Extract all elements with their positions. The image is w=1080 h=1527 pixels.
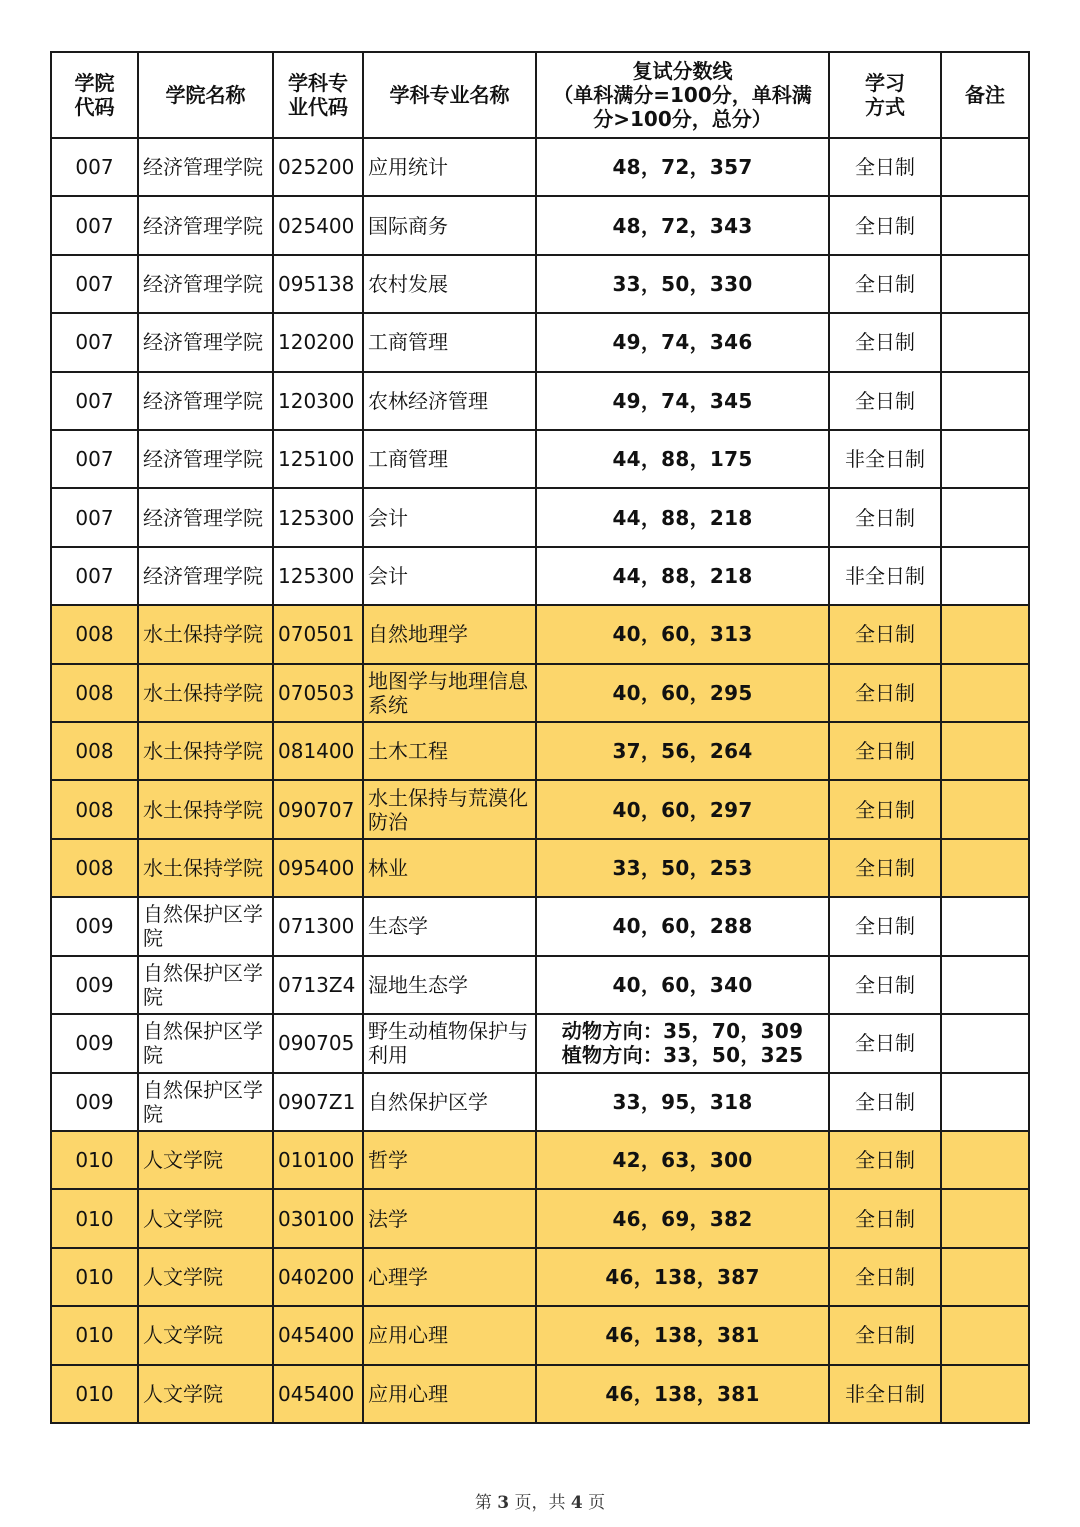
major-code-cell: 081400: [273, 722, 363, 780]
score-value: 46，69，382: [612, 1206, 753, 1231]
score-value: 37，56，264: [612, 739, 753, 764]
note-cell: [941, 1073, 1029, 1131]
college-code-cell: 007: [51, 255, 138, 313]
score-line-cell: [536, 897, 829, 955]
college-name-cell: 水土保持学院: [138, 780, 273, 838]
table-row: [51, 605, 1029, 663]
college-name-cell: 经济管理学院: [138, 313, 273, 371]
score-line-cell: [536, 839, 829, 897]
study-mode-cell: 全日制: [829, 780, 941, 838]
college-name-cell: 自然保护区学院: [138, 897, 273, 955]
college-name-cell: 人文学院: [138, 1306, 273, 1364]
major-name-cell: 心理学: [363, 1248, 536, 1306]
college-name-cell: 水土保持学院: [138, 839, 273, 897]
study-mode-cell: 非全日制: [829, 430, 941, 488]
college-code-cell: 007: [51, 430, 138, 488]
score-line-cell: [536, 722, 829, 780]
score-line-cell: [536, 605, 829, 663]
major-name-cell: 湿地生态学: [363, 956, 536, 1014]
major-code-cell: 071300: [273, 897, 363, 955]
major-name-cell: 农林经济管理: [363, 372, 536, 430]
college-name-cell: 人文学院: [138, 1131, 273, 1189]
study-mode-cell: 全日制: [829, 1131, 941, 1189]
table-row: [51, 255, 1029, 313]
score-value: 48，72，357: [612, 155, 753, 180]
table-row: [51, 547, 1029, 605]
score-line-cell: [536, 956, 829, 1014]
table-row: [51, 313, 1029, 371]
score-value: 44，88，218: [612, 505, 753, 530]
table-row: [51, 488, 1029, 546]
note-cell: [941, 722, 1029, 780]
note-cell: [941, 547, 1029, 605]
study-mode-cell: 全日制: [829, 897, 941, 955]
major-name-cell: 应用心理: [363, 1365, 536, 1423]
note-cell: [941, 313, 1029, 371]
score-value: 33，50，253: [612, 856, 753, 881]
major-code-cell: 010100: [273, 1131, 363, 1189]
major-name-cell: 应用统计: [363, 138, 536, 196]
major-name-cell: 应用心理: [363, 1306, 536, 1364]
study-mode-cell: 全日制: [829, 1073, 941, 1131]
college-code-cell: 008: [51, 780, 138, 838]
major-code-cell: 025200: [273, 138, 363, 196]
note-cell: [941, 1365, 1029, 1423]
college-code-cell: 007: [51, 372, 138, 430]
score-line-cell: [536, 138, 829, 196]
college-code-cell: 010: [51, 1306, 138, 1364]
score-value: 48，72，343: [612, 213, 753, 238]
major-code-cell: 090707: [273, 780, 363, 838]
college-code-cell: 009: [51, 1014, 138, 1072]
table-row: [51, 138, 1029, 196]
major-code-cell: 125100: [273, 430, 363, 488]
major-name-cell: 林业: [363, 839, 536, 897]
score-value: 40，60，295: [612, 680, 753, 705]
table-row: [51, 1131, 1029, 1189]
study-mode-cell: 全日制: [829, 372, 941, 430]
major-code-cell: 070501: [273, 605, 363, 663]
note-cell: [941, 1131, 1029, 1189]
major-code-cell: 095138: [273, 255, 363, 313]
study-mode-cell: 全日制: [829, 839, 941, 897]
major-code-cell: 0907Z1: [273, 1073, 363, 1131]
study-mode-cell: 全日制: [829, 664, 941, 722]
college-name-cell: 水土保持学院: [138, 722, 273, 780]
study-mode-cell: 全日制: [829, 138, 941, 196]
study-mode-cell: 全日制: [829, 605, 941, 663]
score-value: 40，60，313: [612, 622, 753, 647]
score-line-cell: [536, 1189, 829, 1247]
major-code-cell: 0713Z4: [273, 956, 363, 1014]
note-cell: [941, 839, 1029, 897]
college-name-cell: 自然保护区学院: [138, 1073, 273, 1131]
score-value: 40，60，297: [612, 797, 753, 822]
table-row: [51, 956, 1029, 1014]
college-code-cell: 010: [51, 1248, 138, 1306]
score-line-cell: [536, 1073, 829, 1131]
header-study-mode: 学习 方式: [829, 52, 941, 138]
header-college-name: 学院名称: [138, 52, 273, 138]
college-code-cell: 007: [51, 313, 138, 371]
score-value: 46，138，387: [605, 1264, 760, 1289]
major-name-cell: 土木工程: [363, 722, 536, 780]
study-mode-cell: 全日制: [829, 196, 941, 254]
score-value: 44，88，175: [612, 447, 753, 472]
note-cell: [941, 897, 1029, 955]
table-body: [51, 138, 1029, 1423]
college-code-cell: 010: [51, 1189, 138, 1247]
note-cell: [941, 372, 1029, 430]
table-row: [51, 664, 1029, 722]
major-name-cell: 农村发展: [363, 255, 536, 313]
table-row: [51, 1248, 1029, 1306]
study-mode-cell: 全日制: [829, 488, 941, 546]
score-line-cell: [536, 1365, 829, 1423]
college-name-cell: 人文学院: [138, 1189, 273, 1247]
major-name-cell: 工商管理: [363, 430, 536, 488]
table-row: [51, 722, 1029, 780]
header-score-line: 复试分数线 （单科满分=100分，单科满 分>100分，总分）: [536, 52, 829, 138]
note-cell: [941, 664, 1029, 722]
college-code-cell: 007: [51, 488, 138, 546]
major-code-cell: 045400: [273, 1306, 363, 1364]
college-code-cell: 008: [51, 605, 138, 663]
score-value: 46，138，381: [605, 1381, 760, 1406]
score-value: 49，74，346: [612, 330, 753, 355]
college-code-cell: 008: [51, 839, 138, 897]
major-name-cell: 地图学与地理信息系统: [363, 664, 536, 722]
table-header-row: [51, 52, 1029, 138]
college-name-cell: 经济管理学院: [138, 488, 273, 546]
score-line-cell: [536, 1248, 829, 1306]
major-code-cell: 095400: [273, 839, 363, 897]
header-note: 备注: [941, 52, 1029, 138]
table-row: [51, 780, 1029, 838]
college-code-cell: 009: [51, 956, 138, 1014]
college-code-cell: 007: [51, 196, 138, 254]
header-major-name: 学科专业名称: [363, 52, 536, 138]
score-value: 40，60，340: [612, 972, 753, 997]
college-name-cell: 经济管理学院: [138, 547, 273, 605]
college-code-cell: 007: [51, 138, 138, 196]
college-code-cell: 009: [51, 1073, 138, 1131]
score-line-cell: [536, 1306, 829, 1364]
college-code-cell: 010: [51, 1365, 138, 1423]
page-footer: [0, 1488, 1080, 1513]
college-name-cell: 经济管理学院: [138, 255, 273, 313]
cutoff-score-table: [50, 51, 1030, 1424]
college-name-cell: 经济管理学院: [138, 430, 273, 488]
score-value: 46，138，381: [605, 1323, 760, 1348]
note-cell: [941, 956, 1029, 1014]
note-cell: [941, 780, 1029, 838]
score-line-cell: [536, 664, 829, 722]
table-row: [51, 1365, 1029, 1423]
footer-page-number: 3: [497, 1493, 510, 1513]
footer-middle: 页，共: [509, 1493, 571, 1513]
major-name-cell: 会计: [363, 488, 536, 546]
table-row: [51, 897, 1029, 955]
major-code-cell: 040200: [273, 1248, 363, 1306]
footer-total-pages: 4: [570, 1493, 583, 1513]
table-row: [51, 1306, 1029, 1364]
major-code-cell: 125300: [273, 488, 363, 546]
score-value: 33，50，330: [612, 272, 753, 297]
note-cell: [941, 1306, 1029, 1364]
table-row: [51, 372, 1029, 430]
table-row: [51, 1014, 1029, 1072]
study-mode-cell: 非全日制: [829, 1365, 941, 1423]
study-mode-cell: 全日制: [829, 255, 941, 313]
footer-suffix: 页: [582, 1493, 606, 1513]
major-name-cell: 自然地理学: [363, 605, 536, 663]
college-code-cell: 007: [51, 547, 138, 605]
score-line-cell: [536, 488, 829, 546]
major-name-cell: 哲学: [363, 1131, 536, 1189]
college-code-cell: 009: [51, 897, 138, 955]
major-code-cell: 120200: [273, 313, 363, 371]
table-row: [51, 1189, 1029, 1247]
major-code-cell: 125300: [273, 547, 363, 605]
major-code-cell: 120300: [273, 372, 363, 430]
college-name-cell: 人文学院: [138, 1365, 273, 1423]
score-line-cell: [536, 430, 829, 488]
note-cell: [941, 196, 1029, 254]
header-college-code: 学院 代码: [51, 52, 138, 138]
college-code-cell: 008: [51, 664, 138, 722]
note-cell: [941, 138, 1029, 196]
score-line-cell: [536, 255, 829, 313]
college-name-cell: 水土保持学院: [138, 605, 273, 663]
footer-prefix: 第: [474, 1493, 498, 1513]
study-mode-cell: 全日制: [829, 1189, 941, 1247]
table-row: [51, 430, 1029, 488]
study-mode-cell: 全日制: [829, 722, 941, 780]
score-value: 40，60，288: [612, 914, 753, 939]
major-code-cell: 070503: [273, 664, 363, 722]
study-mode-cell: 全日制: [829, 956, 941, 1014]
study-mode-cell: 全日制: [829, 313, 941, 371]
note-cell: [941, 1014, 1029, 1072]
college-name-cell: 经济管理学院: [138, 372, 273, 430]
score-value: 42，63，300: [612, 1148, 753, 1173]
major-name-cell: 法学: [363, 1189, 536, 1247]
college-name-cell: 人文学院: [138, 1248, 273, 1306]
study-mode-cell: 非全日制: [829, 547, 941, 605]
major-code-cell: 025400: [273, 196, 363, 254]
college-name-cell: 自然保护区学院: [138, 956, 273, 1014]
score-value: 49，74，345: [612, 388, 753, 413]
score-line-cell: [536, 1131, 829, 1189]
note-cell: [941, 430, 1029, 488]
score-line-cell: [536, 1014, 829, 1072]
major-code-cell: 090705: [273, 1014, 363, 1072]
header-major-code: 学科专 业代码: [273, 52, 363, 138]
note-cell: [941, 605, 1029, 663]
major-name-cell: 生态学: [363, 897, 536, 955]
college-code-cell: 008: [51, 722, 138, 780]
college-code-cell: 010: [51, 1131, 138, 1189]
major-code-cell: 045400: [273, 1365, 363, 1423]
major-name-cell: 水土保持与荒漠化防治: [363, 780, 536, 838]
score-value: 33，95，318: [612, 1089, 753, 1114]
study-mode-cell: 全日制: [829, 1248, 941, 1306]
score-value: 植物方向：33，50，325: [561, 1043, 804, 1068]
table-row: [51, 1073, 1029, 1131]
score-value: 44，88，218: [612, 564, 753, 589]
score-line-cell: [536, 547, 829, 605]
score-line-cell: [536, 313, 829, 371]
score-line-cell: [536, 196, 829, 254]
note-cell: [941, 488, 1029, 546]
study-mode-cell: 全日制: [829, 1014, 941, 1072]
major-name-cell: 国际商务: [363, 196, 536, 254]
college-name-cell: 水土保持学院: [138, 664, 273, 722]
college-name-cell: 经济管理学院: [138, 196, 273, 254]
major-code-cell: 030100: [273, 1189, 363, 1247]
score-line-cell: [536, 780, 829, 838]
note-cell: [941, 1248, 1029, 1306]
note-cell: [941, 1189, 1029, 1247]
major-name-cell: 野生动植物保护与利用: [363, 1014, 536, 1072]
table-row: [51, 196, 1029, 254]
major-name-cell: 自然保护区学: [363, 1073, 536, 1131]
score-value: 动物方向：35，70，309: [561, 1019, 804, 1044]
note-cell: [941, 255, 1029, 313]
college-name-cell: 自然保护区学院: [138, 1014, 273, 1072]
major-name-cell: 工商管理: [363, 313, 536, 371]
study-mode-cell: 全日制: [829, 1306, 941, 1364]
major-name-cell: 会计: [363, 547, 536, 605]
score-line-cell: [536, 372, 829, 430]
college-name-cell: 经济管理学院: [138, 138, 273, 196]
table-row: [51, 839, 1029, 897]
